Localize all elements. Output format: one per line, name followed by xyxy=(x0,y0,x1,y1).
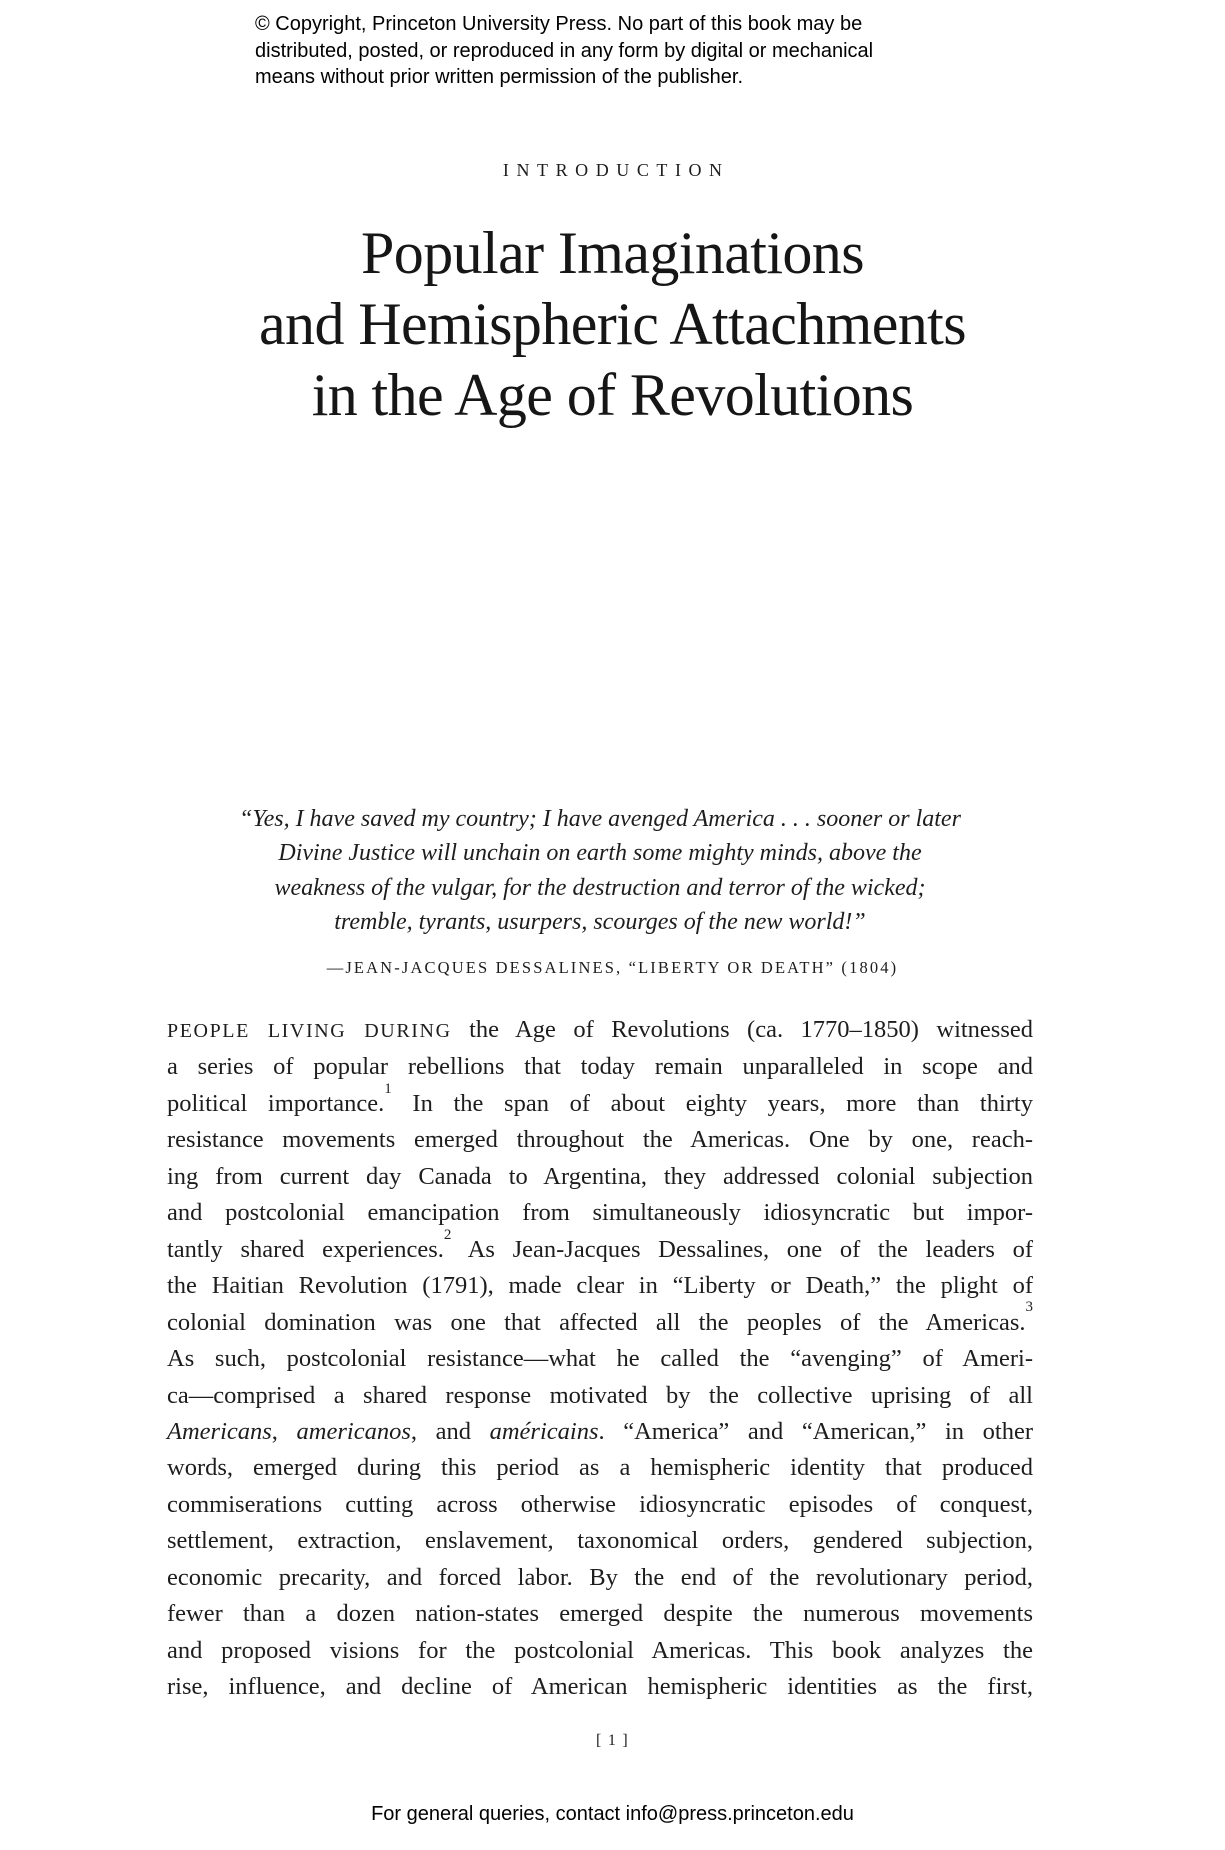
italic-term: Americans xyxy=(167,1417,272,1445)
body-segment: political importance. xyxy=(167,1089,385,1117)
body-line: a series of popular rebellions that today remain unparalleled in scope and xyxy=(167,1053,1033,1081)
body-line: rise, influence, and decline of American hemispheric identities as the first, xyxy=(167,1673,1033,1701)
body-line: and proposed visions for the postcolonial Americas. This book analyzes the xyxy=(167,1636,1033,1664)
title-line: Popular Imaginations xyxy=(361,220,864,286)
body-line: the Haitian Revolution (1791), made clear in “Liberty or Death,” the plight of xyxy=(167,1272,1033,1300)
epigraph-line: tremble, tyrants, usurpers, scourges of the new world!” xyxy=(334,909,866,936)
body-segment: As Jean-Jacques Dessalines, one of the leaders of xyxy=(451,1235,1033,1263)
page-number: [ 1 ] xyxy=(595,1732,630,1749)
epigraph-line: “Yes, I have saved my country; I have avenged America . . . sooner or later xyxy=(239,806,961,832)
body-segment: tantly shared experiences. xyxy=(167,1235,444,1263)
body-line: and postcolonial emancipation from simultaneously idiosyncratic but impor- xyxy=(167,1199,1033,1227)
body-line: commiserations cutting across otherwise idiosyncratic episodes of conquest, xyxy=(167,1490,1033,1518)
section-label: INTRODUCTION xyxy=(502,160,730,180)
footnote-ref-2: 2 xyxy=(443,1226,452,1243)
body-line: ing from current day Canada to Argentina, they addressed colonial subjection xyxy=(167,1162,1033,1190)
body-line xyxy=(167,1414,1033,1450)
epigraph-line: weakness of the vulgar, for the destruction and terror of the wicked; xyxy=(274,874,926,901)
copyright-line: means without prior written permission of the publisher. xyxy=(255,66,744,88)
body-segment: the Age of Revolutions (ca. 1770–1850) witnessed xyxy=(451,1016,1034,1043)
copyright-line: © Copyright, Princeton University Press. No part of this book may be xyxy=(255,13,863,35)
body-line xyxy=(167,1226,1033,1268)
body-line: resistance movements emerged throughout the Americas. One by one, reach- xyxy=(167,1126,1033,1154)
title-line: and Hemispheric Attachments xyxy=(259,291,966,357)
body-line: words, emerged during this period as a hemispheric identity that produced xyxy=(167,1454,1033,1482)
copyright-notice xyxy=(255,11,873,91)
body-line: economic precarity, and forced labor. By the end of the revolutionary period, xyxy=(167,1563,1033,1591)
body-segment: In the span of about eighty years, more than thirty xyxy=(391,1089,1033,1117)
body-line xyxy=(167,1299,1033,1341)
body-line xyxy=(167,1012,1033,1049)
body-segment: , xyxy=(271,1417,297,1445)
small-caps-lead: PEOPLE LIVING DURING xyxy=(167,1020,452,1042)
chapter-title xyxy=(0,218,1225,431)
body-paragraph xyxy=(167,1012,1033,1706)
epigraph-line: Divine Justice will unchain on earth some mighty minds, above the xyxy=(278,840,922,867)
footer-contact-note: For general queries, contact info@press.princeton.edu xyxy=(371,1803,854,1825)
italic-term: américains xyxy=(489,1417,599,1445)
italic-term: americanos xyxy=(296,1417,411,1445)
footnote-ref-1: 1 xyxy=(384,1080,392,1097)
epigraph-attribution: —JEAN-JACQUES DESSALINES, “LIBERTY OR DEATH” (1804) xyxy=(326,958,899,977)
footnote-ref-3: 3 xyxy=(1025,1299,1033,1316)
body-line xyxy=(167,1080,1033,1122)
body-segment: colonial domination was one that affected all the peoples of the Americas. xyxy=(167,1308,1026,1336)
body-line: ca—comprised a shared response motivated by the collective uprising of all xyxy=(167,1381,1033,1409)
body-line: As such, postcolonial resistance—what he called the “avenging” of Ameri- xyxy=(167,1345,1033,1373)
body-line: settlement, extraction, enslavement, taxonomical orders, gendered subjection, xyxy=(167,1527,1033,1555)
epigraph xyxy=(167,802,1033,940)
copyright-line: distributed, posted, or reproduced in any form by digital or mechanical xyxy=(255,39,874,62)
body-segment: . “America” and “American,” in other xyxy=(598,1417,1034,1445)
body-segment: , and xyxy=(410,1417,490,1445)
title-line: in the Age of Revolutions xyxy=(311,362,914,428)
body-line: fewer than a dozen nation-states emerged despite the numerous movements xyxy=(167,1600,1033,1628)
